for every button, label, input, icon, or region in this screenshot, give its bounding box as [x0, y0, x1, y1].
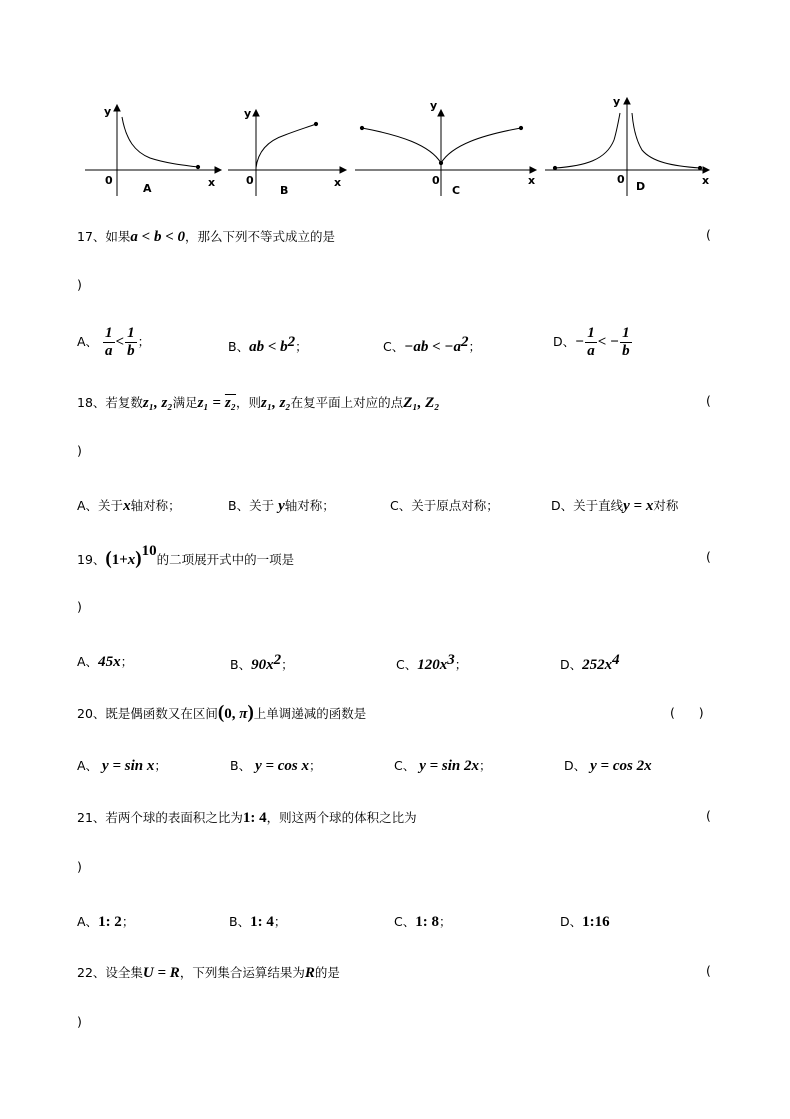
graph-d-x-arrow: [703, 167, 709, 173]
graph-a-y-arrow: [114, 105, 120, 111]
q19-option-b[interactable]: B、$90x^2$；: [230, 652, 294, 674]
q19-expression: (1+x): [105, 548, 142, 570]
q21-stem: 21、若两个球的表面积之比为1: 4，则这两个球的体积之比为: [77, 810, 417, 826]
graph-b-origin: 0: [246, 174, 254, 187]
q20-stem: 20、既是偶函数又在区间(0, π)上单调递减的函数是: [77, 702, 367, 723]
graph-b-y-label: y: [244, 107, 252, 120]
q19-paren-open: (: [706, 549, 711, 564]
graph-d-left-endpoint: [553, 166, 556, 169]
graph-b-x-label: x: [334, 176, 342, 189]
graph-d-label: D: [636, 180, 646, 193]
q18-paren-open: (: [706, 393, 711, 408]
q19-option-d[interactable]: D、$252x^4$: [560, 652, 620, 674]
q20-option-a[interactable]: A、 y = sin x；: [77, 758, 167, 774]
q21-option-c[interactable]: C、1: 8；: [394, 914, 452, 930]
graph-c-curve-right: [441, 128, 521, 163]
graph-c-label: C: [452, 184, 461, 197]
q17-stem: [77, 227, 335, 246]
q17-option-c[interactable]: C、$-ab < -a^2$；: [383, 334, 481, 356]
q17-a-frac1: $\frac{1}{a}$: [105, 325, 113, 359]
q21-option-d[interactable]: D、1:16: [560, 914, 610, 930]
graph-d-right-endpoint: [698, 166, 701, 169]
q17-text-b: ，那么下列不等式成立的是: [185, 229, 336, 244]
graph-d-y-arrow: [624, 98, 630, 104]
graph-d-curve-left: [555, 113, 620, 168]
q17-a-frac2: $\frac{1}{b}$: [127, 325, 135, 359]
q22-paren-open: (: [706, 963, 711, 978]
q18-option-c[interactable]: C、关于原点对称；: [390, 498, 499, 513]
graph-c-origin: 0: [432, 174, 440, 187]
q19-option-c[interactable]: C、$120x^3$；: [396, 652, 468, 674]
graph-c-left-endpoint: [360, 126, 363, 129]
graph-c-y-label: y: [430, 99, 438, 112]
q18-paren-close: ): [77, 443, 82, 458]
q18-option-b[interactable]: B、关于 y轴对称；: [228, 498, 335, 514]
q17-option-d[interactable]: D、− $\frac{1}{a}$ < − $\frac{1}{b}$: [553, 325, 630, 359]
graph-c-x-label: x: [528, 174, 536, 187]
q17-number: 17、: [77, 229, 106, 244]
graph-c-right-endpoint: [519, 126, 522, 129]
q17-text-a: 如果: [105, 229, 131, 244]
q20-option-b[interactable]: B、 y = cos x；: [230, 758, 322, 774]
graph-b-y-arrow: [253, 110, 259, 116]
graph-a-label: A: [143, 182, 152, 195]
q17-option-b[interactable]: B、ab < $b^2$；: [228, 334, 308, 356]
q22-stem: 22、设全集U = R，下列集合运算结果为R的是: [77, 965, 340, 981]
function-graphs: [0, 0, 790, 200]
q21-paren-close: ): [77, 859, 82, 874]
q21-option-a[interactable]: A、1: 2；: [77, 914, 135, 930]
q17-d-frac1: $\frac{1}{a}$: [587, 325, 595, 359]
graph-a-y-label: y: [104, 105, 112, 118]
q17-condition: a < b < 0: [130, 229, 186, 245]
q19-paren-close: ): [77, 599, 82, 614]
q21-paren-open: (: [706, 808, 711, 823]
graph-d-y-label: y: [613, 95, 621, 108]
graph-a-origin: 0: [105, 174, 113, 187]
graph-c-x-arrow: [530, 167, 536, 173]
graph-b-label: B: [280, 184, 289, 197]
q19-option-a[interactable]: A、45x；: [77, 654, 134, 670]
graph-c: [355, 110, 536, 196]
q17-paren-close: ): [77, 277, 82, 292]
q19-stem: 19、$(1+x)^{10}$的二项展开式中的一项是: [77, 543, 295, 570]
graph-c-origin-point: [439, 161, 442, 164]
q20-option-c[interactable]: C、 y = sin 2x；: [394, 758, 492, 774]
graph-a-endpoint: [196, 165, 199, 168]
q18-option-d[interactable]: D、关于直线y = x对称: [551, 498, 679, 514]
graph-a-x-label: x: [208, 176, 216, 189]
graph-d-curve-right: [632, 113, 700, 168]
graph-b-endpoint: [314, 122, 317, 125]
q18-stem: 18、若复数z₁, z₂满足z₁ = z₂，则z₁, z₂在复平面上对应的点Z₁, Z₂: [77, 395, 440, 411]
graph-a-x-arrow: [215, 167, 221, 173]
q17-d-frac2: $\frac{1}{b}$: [622, 325, 630, 359]
graph-d-x-label: x: [702, 174, 710, 187]
q20-paren: ( ): [670, 705, 704, 720]
q20-interval: (0, π): [217, 702, 254, 723]
q17-option-a[interactable]: A、 $\frac{1}{a}$ < $\frac{1}{b}$ ；: [77, 325, 151, 359]
q22-paren-close: ): [77, 1014, 82, 1029]
graph-c-curve-left: [362, 128, 441, 163]
q18-option-a[interactable]: A、关于x轴对称；: [77, 498, 181, 514]
graph-a-curve: [122, 117, 198, 167]
q18-conjugate: z₂: [224, 395, 237, 411]
q20-option-d[interactable]: D、 y = cos 2x: [564, 758, 652, 774]
q21-option-b[interactable]: B、1: 4；: [229, 914, 287, 930]
graph-b-curve: [256, 124, 316, 168]
graph-c-y-arrow: [438, 110, 444, 116]
graph-d: [545, 98, 709, 196]
q17-paren-open: (: [706, 227, 711, 242]
graph-d-origin: 0: [617, 173, 625, 186]
graph-b-x-arrow: [340, 167, 346, 173]
